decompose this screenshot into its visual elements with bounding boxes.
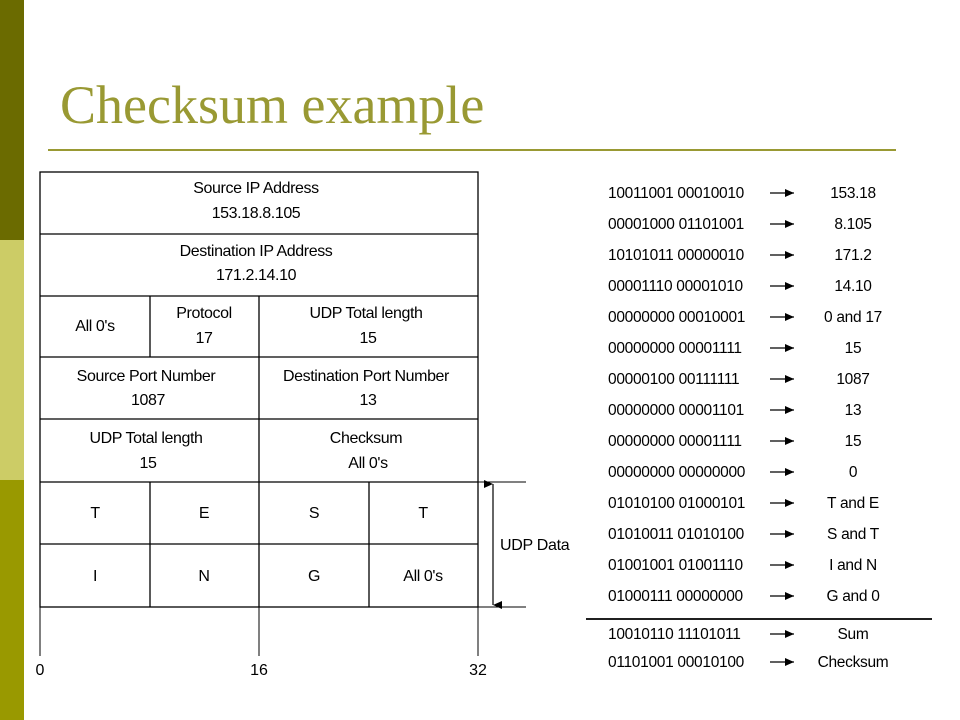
dest-port-label: Destination Port Number [283, 368, 449, 385]
calc-row-value: I and N [829, 557, 877, 574]
calc-row-bits: 01000111 00000000 [608, 588, 743, 605]
calc-row-bits: 10011001 00010010 [608, 185, 744, 202]
bit-ruler-label: 16 [250, 662, 268, 679]
calc-row-value: T and E [827, 495, 879, 512]
calc-row-value: 8.105 [834, 216, 872, 233]
sum-bits: 10010110 11101011 [608, 626, 741, 643]
source-port-label: Source Port Number [76, 368, 216, 385]
dest-ip-label: Destination IP Address [179, 243, 333, 260]
calc-row-value: 14.10 [834, 278, 872, 295]
data-cell: T [90, 505, 100, 522]
calc-row-value: G and 0 [826, 588, 880, 605]
source-port-value: 1087 [131, 392, 165, 409]
udp-header-table [36, 172, 570, 679]
data-cell: S [308, 505, 320, 522]
calc-row-value: 15 [844, 340, 862, 357]
bit-ruler-label: 32 [469, 662, 487, 679]
calc-row-bits: 00000000 00001101 [608, 402, 744, 419]
checksum-bits: 01101001 00010100 [608, 654, 744, 671]
calc-row-value: 0 and 17 [824, 309, 882, 326]
dest-port-value: 13 [359, 392, 377, 409]
data-cell: I [92, 568, 98, 585]
calc-row-value: S and T [827, 526, 879, 543]
source-ip-label: Source IP Address [193, 180, 319, 197]
data-cell: T [418, 505, 428, 522]
source-ip-value: 153.18.8.105 [211, 205, 301, 222]
udp-length-label: UDP Total length [309, 305, 423, 322]
udp-total-length-value: 15 [139, 455, 157, 472]
calc-row-bits: 00000000 00001111 [608, 433, 742, 450]
checksum-calculation [586, 185, 932, 671]
calc-row-value: 1087 [836, 371, 870, 388]
data-cell: All 0's [403, 568, 443, 585]
dest-ip-value: 171.2.14.10 [215, 267, 297, 284]
calc-row-bits: 00000000 00000000 [608, 464, 746, 481]
calc-row-bits: 01010011 01010100 [608, 526, 744, 543]
calc-row-bits: 10101011 00000010 [608, 247, 744, 264]
calc-row-value: 13 [844, 402, 862, 419]
calc-row-value: 0 [848, 464, 858, 481]
calc-row-bits: 00001110 00001010 [608, 278, 743, 295]
calc-row-bits: 00001000 01101001 [608, 216, 744, 233]
protocol-value: 17 [195, 330, 213, 347]
checksum-field-value: All 0's [348, 455, 388, 472]
checksum-field-label: Checksum [329, 430, 403, 447]
all-zeros-label: All 0's [75, 318, 115, 335]
checksum-label: Checksum [817, 654, 889, 671]
data-cell: G [307, 568, 321, 585]
udp-data-label: UDP Data [500, 537, 570, 554]
calc-row-bits: 01001001 01001110 [608, 557, 743, 574]
calc-row-value: 171.2 [834, 247, 872, 264]
bit-ruler-label: 0 [35, 662, 45, 679]
calc-row-bits: 00000100 00111111 [608, 371, 740, 388]
protocol-label: Protocol [176, 305, 232, 322]
calc-row-bits: 01010100 01000101 [608, 495, 746, 512]
calc-row-value: 153.18 [830, 185, 876, 202]
data-cell: E [198, 505, 210, 522]
data-cell: N [198, 568, 210, 585]
calc-row-bits: 00000000 00001111 [608, 340, 742, 357]
calc-row-bits: 00000000 00010001 [608, 309, 746, 326]
slide-title: Checksum example [60, 75, 485, 135]
calc-row-value: 15 [844, 433, 862, 450]
sum-label: Sum [837, 626, 869, 643]
udp-length-value: 15 [359, 330, 377, 347]
udp-total-length-label: UDP Total length [89, 430, 203, 447]
